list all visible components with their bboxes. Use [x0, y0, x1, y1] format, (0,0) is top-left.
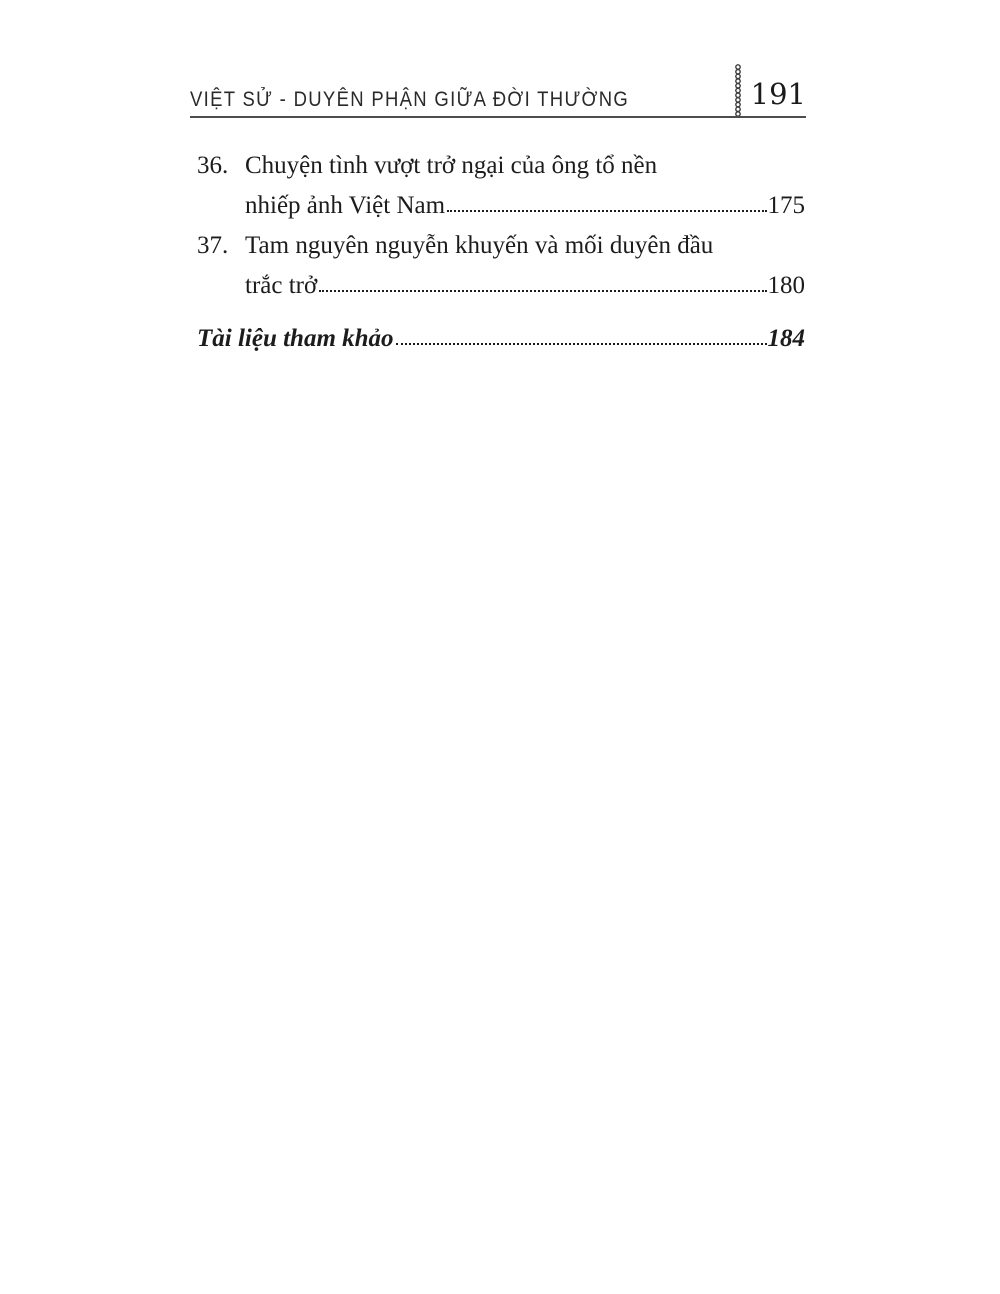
entry-page-number: 184 — [767, 325, 805, 352]
entry-number: 36. — [197, 152, 229, 179]
folio-page-number: 191 — [750, 77, 806, 111]
dot-leader — [396, 343, 767, 345]
entry-number: 37. — [197, 232, 229, 259]
entry-page-number: 175 — [767, 192, 805, 219]
dot-leader — [447, 210, 766, 212]
entry-text: Tài liệu tham khảo — [197, 325, 394, 352]
reference-entry — [197, 319, 805, 359]
toc-entry — [197, 146, 805, 226]
entry-text: Chuyện tình vượt trở ngại của ông tổ nền — [245, 152, 658, 179]
entry-text: nhiếp ảnh Việt Nam — [245, 192, 446, 219]
page-header — [190, 62, 806, 118]
toc-line — [197, 186, 805, 226]
entry-text: Tam nguyên nguyễn khuyến và mối duyên đầu — [245, 232, 714, 259]
toc-list — [197, 146, 805, 359]
header-right-group — [733, 60, 806, 116]
toc-line — [197, 226, 805, 266]
dot-leader — [319, 290, 766, 292]
toc-line — [197, 146, 805, 186]
toc-line — [197, 266, 805, 306]
entry-text: trắc trở — [245, 272, 318, 299]
beaded-divider-icon — [733, 64, 743, 116]
toc-entry — [197, 226, 805, 306]
entry-page-number: 180 — [767, 272, 805, 299]
running-title: VIỆT SỬ - DUYÊN PHẬN GIỮA ĐỜI THƯỜNG — [190, 88, 630, 111]
